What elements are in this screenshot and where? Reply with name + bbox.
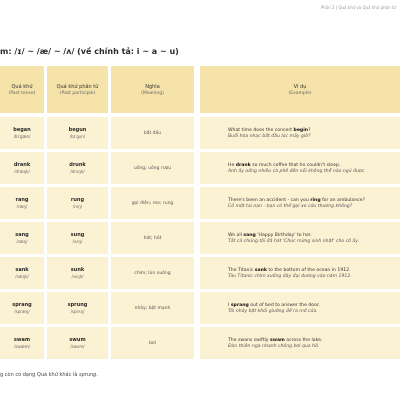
example-text: so much coffee that he couldn't sleep.	[250, 162, 341, 168]
past-tense-ipa: /ræŋ/	[16, 204, 28, 209]
cell-past-tense	[0, 222, 44, 254]
meaning-text: bơi	[149, 340, 156, 346]
cell-past-participle	[47, 327, 108, 359]
past-tense-word: drank	[13, 162, 31, 168]
example-text: There's been an accident - can you	[228, 197, 311, 203]
example-keyword: sprang	[230, 302, 249, 308]
example-english	[228, 233, 312, 238]
meaning-text: bắt đầu	[143, 130, 162, 136]
example-keyword: sank	[254, 267, 267, 273]
cell-past-tense	[0, 152, 44, 184]
table-row	[0, 257, 400, 289]
cell-past-tense	[0, 327, 44, 359]
past-participle-word: sprung	[67, 302, 88, 308]
example-text: out of bed to answer the door.	[248, 302, 320, 308]
cell-meaning	[111, 327, 194, 359]
example-text: What time does the concert	[228, 127, 294, 133]
cell-past-participle	[47, 117, 108, 149]
example-keyword: swam	[269, 337, 285, 343]
past-participle-ipa: /sʌŋ/	[72, 239, 83, 244]
table-row	[0, 292, 400, 324]
example-text: He	[228, 162, 236, 168]
example-text: for an ambulance?	[320, 197, 365, 203]
header-label: Quá khứ	[11, 83, 33, 90]
header-past-tense	[0, 66, 44, 113]
example-english	[228, 198, 365, 203]
example-english	[228, 163, 340, 168]
past-tense-word: sank	[15, 267, 29, 273]
footnote-end: .	[96, 372, 98, 378]
meaning-text: chìm; lún xuống	[134, 270, 171, 276]
cell-past-tense	[0, 257, 44, 289]
past-tense-word: began	[13, 127, 31, 133]
cell-example	[200, 187, 400, 219]
header-label: Nghĩa	[145, 83, 160, 90]
example-english	[228, 268, 351, 273]
cell-meaning	[111, 117, 194, 149]
cell-past-participle	[47, 222, 108, 254]
header-sublabel: (Example)	[288, 90, 312, 96]
meaning-text: nhảy; bật mạnh	[134, 305, 171, 311]
table-row	[0, 222, 400, 254]
footnote	[0, 372, 98, 378]
cell-past-participle	[47, 152, 108, 184]
example-text: We all	[228, 232, 244, 238]
cell-past-participle	[47, 257, 108, 289]
past-participle-ipa: /drʌŋk/	[70, 169, 85, 174]
meaning-text: gọi điện; reo; rung	[131, 200, 174, 206]
past-tense-ipa: /swæm/	[14, 344, 30, 349]
cell-example	[200, 222, 400, 254]
example-vietnamese: Anh ấy uống nhiều cà phê đến nỗi không thể nào ngủ được.	[228, 168, 366, 174]
header-label: Ví dụ	[293, 83, 307, 90]
section-title: m: /ɪ/ ~ /æ/ ~ /ʌ/ (về chính tả: i ~ a ~ u)	[0, 47, 179, 56]
example-vietnamese: Tàu Titanic chìm xuống đáy đại dương vào năm 1912.	[228, 273, 352, 279]
example-vietnamese: Buổi hòa nhạc bắt đầu lúc mấy giờ?	[228, 133, 311, 139]
example-english	[228, 338, 322, 343]
past-participle-ipa: /rʌŋ/	[72, 204, 83, 209]
example-keyword: sang	[243, 232, 256, 238]
example-english	[228, 128, 311, 133]
past-tense-ipa: /sæŋk/	[15, 274, 29, 279]
header-sublabel: (Past tense)	[8, 90, 36, 96]
table-row	[0, 117, 400, 149]
past-tense-ipa: /sæŋ/	[16, 239, 28, 244]
cell-past-tense	[0, 187, 44, 219]
example-vietnamese: Tôi nhảy bật khỏi giường để ra mở cửa.	[228, 308, 318, 314]
past-tense-ipa: /spræŋ/	[14, 309, 30, 314]
header-sublabel: (Meaning)	[141, 90, 164, 96]
example-text: ?	[308, 127, 311, 133]
past-participle-ipa: /sʌŋk/	[71, 274, 84, 279]
table-row	[0, 327, 400, 359]
cell-meaning	[111, 187, 194, 219]
cell-meaning	[111, 222, 194, 254]
example-text: across the lake.	[284, 337, 323, 343]
example-vietnamese: Tất cả chúng tôi đã hát 'Chúc mừng sinh nhật' cho cô ấy.	[228, 238, 360, 244]
example-keyword: begin	[293, 127, 309, 133]
cell-example	[200, 327, 400, 359]
table-row	[0, 187, 400, 219]
footnote-text: g còn có dạng Quá khứ khác là	[0, 372, 79, 378]
example-vietnamese: Có một tai nạn - bạn có thể gọi xe cứu thương không?	[228, 203, 353, 209]
cell-example	[200, 117, 400, 149]
example-text: The swans swiftly	[228, 337, 270, 343]
cell-example	[200, 152, 400, 184]
past-tense-word: sang	[15, 232, 29, 238]
past-tense-word: rang	[15, 197, 29, 203]
example-vietnamese: Đàn thiên nga nhanh chóng bơi qua hồ.	[228, 343, 320, 349]
cell-past-tense	[0, 117, 44, 149]
example-text: The Titanic	[228, 267, 255, 273]
example-keyword: drank	[235, 162, 251, 168]
cell-past-tense	[0, 292, 44, 324]
header-meaning	[111, 66, 194, 113]
header-label: Quá khứ phân từ	[56, 83, 99, 90]
cell-past-participle	[47, 187, 108, 219]
past-participle-word: drunk	[69, 162, 86, 168]
cell-meaning	[111, 257, 194, 289]
example-text: to the bottom of the ocean in 1912.	[266, 267, 351, 273]
past-participle-word: swum	[69, 337, 86, 343]
past-participle-ipa: /sprʌŋ/	[70, 309, 85, 314]
example-english	[228, 303, 320, 308]
past-participle-ipa: /bɪˈgʌn/	[69, 134, 86, 139]
meaning-text: hát; hót	[143, 235, 162, 241]
table-row	[0, 152, 400, 184]
header-past-participle	[47, 66, 108, 113]
past-participle-word: sung	[70, 232, 85, 238]
cell-example	[200, 257, 400, 289]
past-tense-word: swam	[13, 337, 31, 343]
example-text: I	[228, 302, 231, 308]
example-keyword: ring	[310, 197, 321, 203]
footnote-italic: sprung	[79, 372, 97, 378]
header-example	[200, 66, 400, 113]
cell-past-participle	[47, 292, 108, 324]
past-participle-word: rung	[70, 197, 85, 203]
past-tense-ipa: /bɪˈgæn/	[13, 134, 31, 139]
header-sublabel: (Past participle)	[59, 90, 96, 96]
meaning-text: uống; uống rượu	[133, 165, 172, 171]
cell-meaning	[111, 152, 194, 184]
past-participle-word: sunk	[70, 267, 85, 273]
past-tense-word: sprang	[12, 302, 32, 308]
past-participle-ipa: /swʌm/	[70, 344, 85, 349]
cell-meaning	[111, 292, 194, 324]
cell-example	[200, 292, 400, 324]
past-participle-word: begun	[68, 127, 87, 133]
example-text: 'Happy Birthday' to her.	[255, 232, 312, 238]
past-tense-ipa: /dræŋk/	[14, 169, 30, 174]
running-head: Phần 2 | Quá khứ và Quá khứ phân từ	[320, 5, 396, 10]
